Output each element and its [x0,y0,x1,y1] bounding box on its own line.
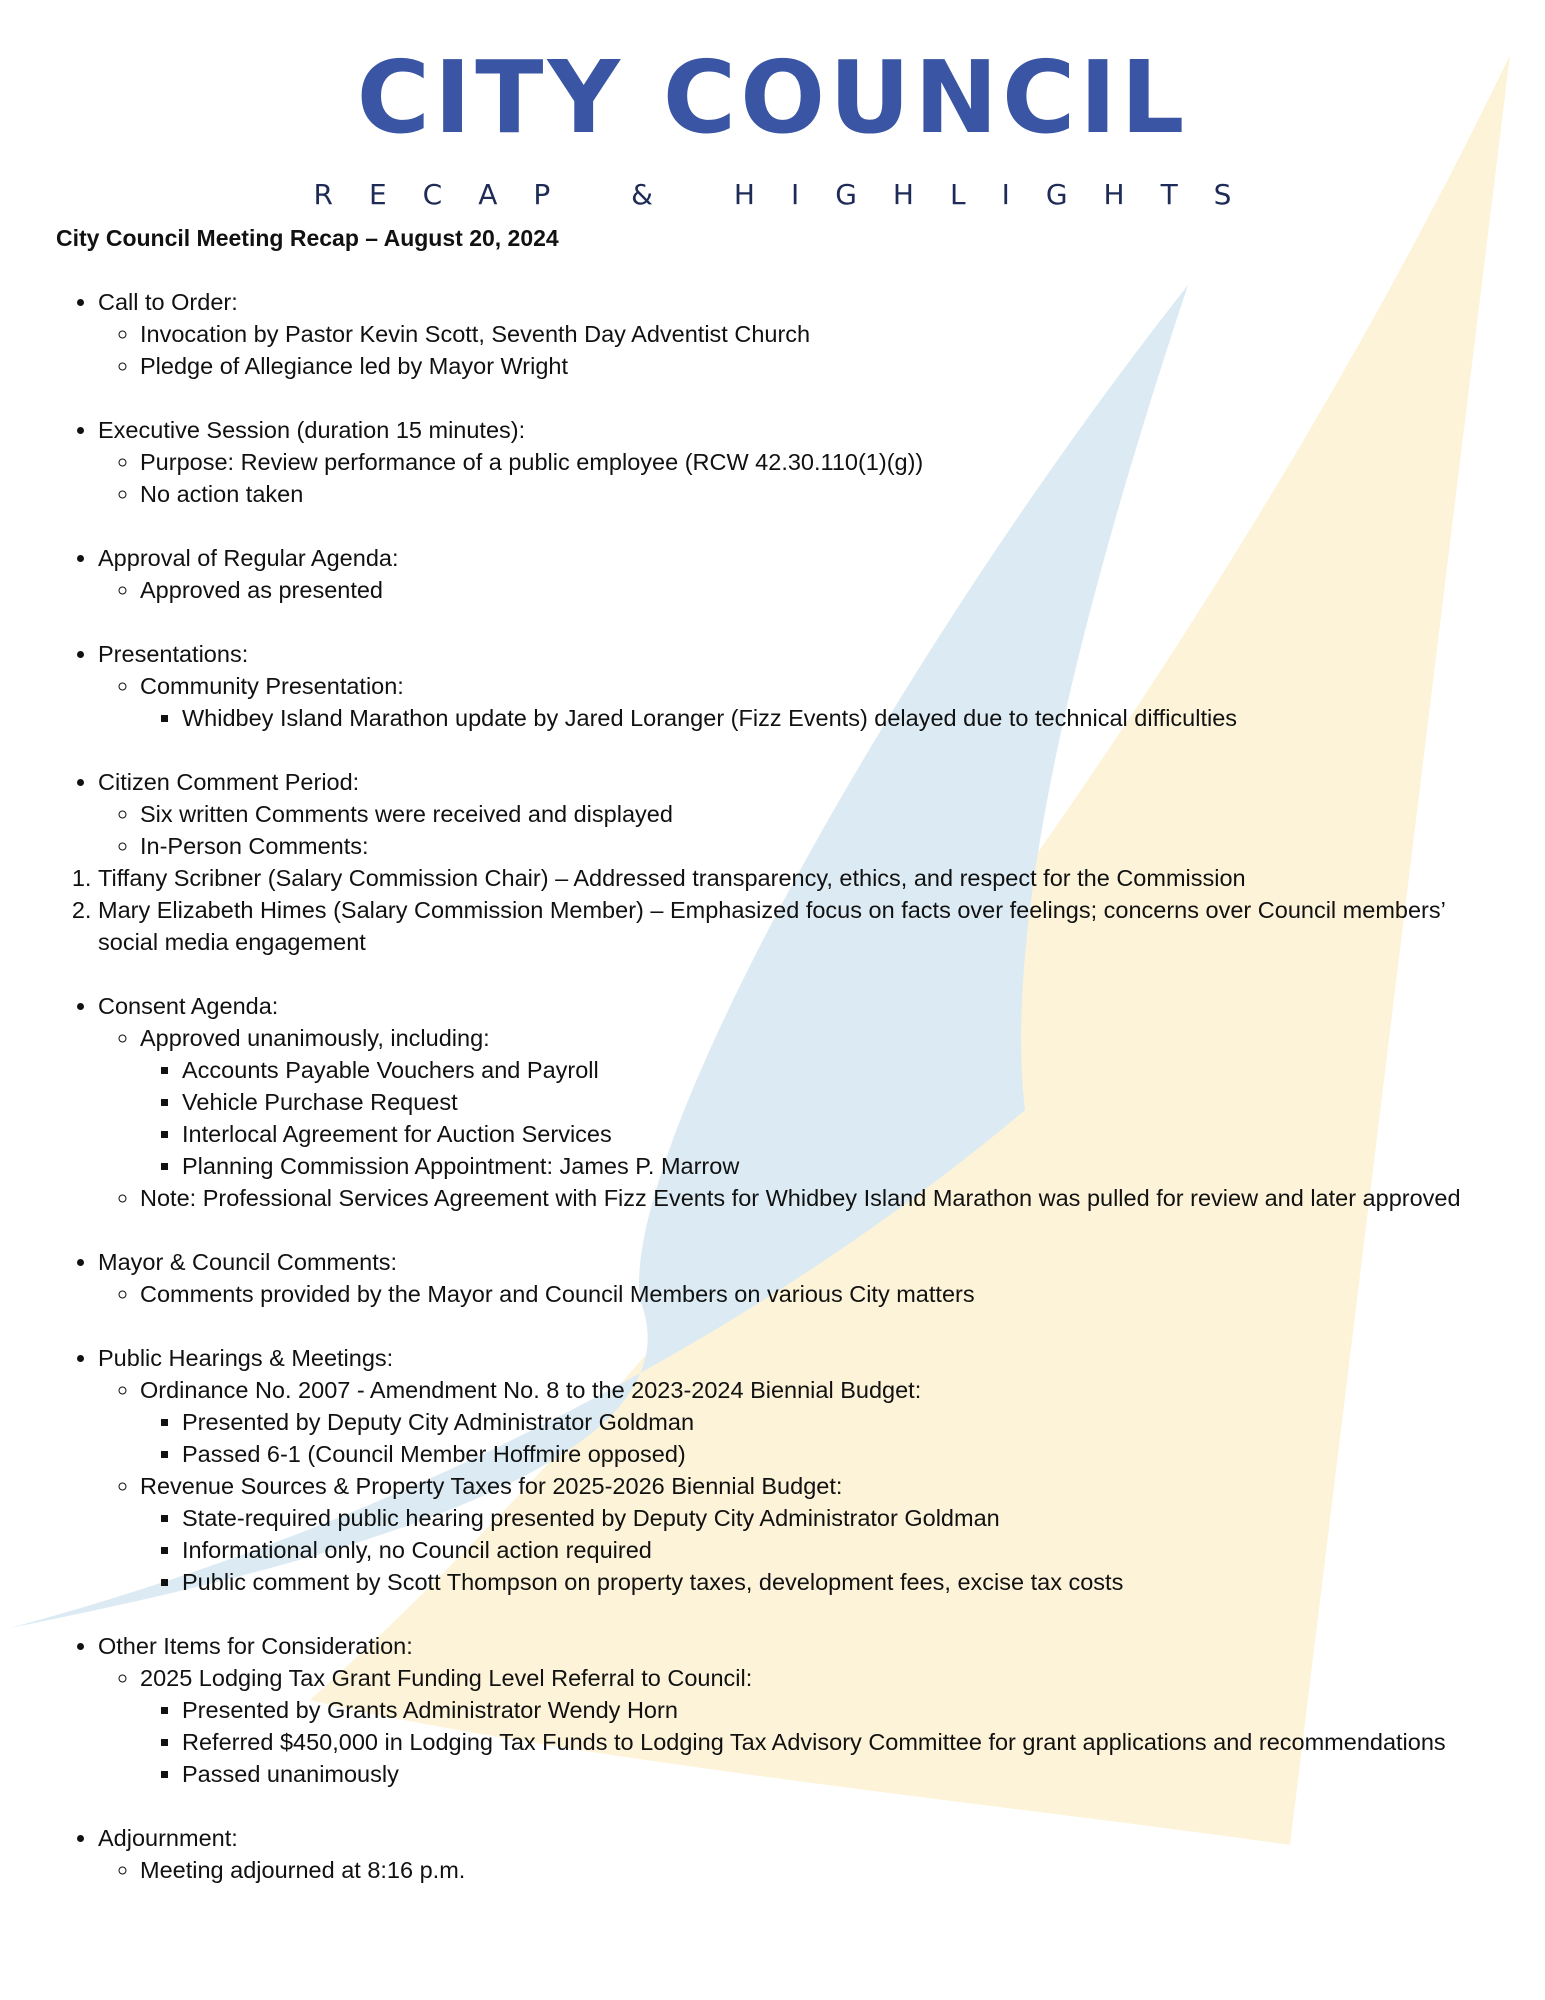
section-label: Mayor & Council Comments: [98,1249,398,1275]
list-item: ◦ Six written Comments were received and displayed [140,798,1496,830]
section-adjournment [56,1822,1496,1886]
sub-label: Approved unanimously, including: [140,1025,490,1051]
list-item [98,830,1496,958]
list-item: ◦ Comments provided by the Mayor and Council Members on various City matters [140,1278,1496,1310]
list-item: ▪ Presented by Grants Administrator Wendy Horn [182,1694,1496,1726]
section-mayor-council [56,1246,1496,1310]
section-citizen-comment [56,766,1496,958]
list-item [140,670,1496,734]
list-item: ◦ No action taken [140,478,1496,510]
list-item: ▪ Accounts Payable Vouchers and Payroll [182,1054,1496,1086]
list-item [98,286,1496,382]
list-item: ◦ Purpose: Review performance of a public employee (RCW 42.30.110(1)(g)) [140,446,1496,478]
list-item: ◦ Invocation by Pastor Kevin Scott, Seventh Day Adventist Church [140,318,1496,350]
sub-label: Ordinance No. 2007 - Amendment No. 8 to the 2023-2024 Biennial Budget: [140,1377,922,1403]
list-item: ▪ Passed 6-1 (Council Member Hoffmire opposed) [182,1438,1496,1470]
list-item: ◦ Meeting adjourned at 8:16 p.m. [140,1854,1496,1886]
section-call-to-order [56,286,1496,382]
list-item [98,542,1496,606]
section-executive-session [56,414,1496,510]
list-item: 2. Mary Elizabeth Himes (Salary Commission Member) – Emphasized focus on facts over feelings; concerns over Council members’ social media engagement [98,894,1496,958]
list-item: ◦ Pledge of Allegiance led by Mayor Wright [140,350,1496,382]
section-label: Adjournment: [98,1825,238,1851]
list-item [140,1470,1496,1598]
page-subtitle: RECAP & HIGHLIGHTS [313,178,1268,211]
list-item [98,1630,1496,1790]
page-title: CITY COUNCIL [356,39,1189,156]
page-header [0,39,1545,211]
list-item [98,414,1496,510]
list-item [98,638,1496,734]
section-label: Other Items for Consideration: [98,1633,413,1659]
list-item: ▪ State-required public hearing presented by Deputy City Administrator Goldman [182,1502,1496,1534]
list-item [140,1662,1496,1790]
recap-heading: City Council Meeting Recap – August 20, 2024 [56,225,559,251]
list-item [140,1374,1496,1470]
meeting-recap [56,222,1496,1918]
list-item: ▪ Interlocal Agreement for Auction Services [182,1118,1496,1150]
list-item: ◦ Approved as presented [140,574,1496,606]
section-public-hearings [56,1342,1496,1598]
list-item: ▪ Whidbey Island Marathon update by Jared Loranger (Fizz Events) delayed due to technical difficulties [182,702,1496,734]
list-item [98,1246,1496,1310]
list-item [98,1822,1496,1886]
list-item: ◦ Note: Professional Services Agreement with Fizz Events for Whidbey Island Marathon was pulled for review and later approved [140,1182,1496,1214]
section-label: Public Hearings & Meetings: [98,1345,394,1371]
section-label: Presentations: [98,641,249,667]
section-label: Citizen Comment Period: [98,769,360,795]
list-item: ▪ Informational only, no Council action required [182,1534,1496,1566]
section-label: Executive Session (duration 15 minutes): [98,417,526,443]
section-approval-agenda [56,542,1496,606]
list-item: ▪ Vehicle Purchase Request [182,1086,1496,1118]
sub-label: In-Person Comments: [140,833,369,859]
list-item: ▪ Presented by Deputy City Administrator Goldman [182,1406,1496,1438]
list-item [140,1022,1496,1182]
sub-label: Community Presentation: [140,673,404,699]
sub-label: 2025 Lodging Tax Grant Funding Level Referral to Council: [140,1665,753,1691]
list-item: ▪ Public comment by Scott Thompson on property taxes, development fees, excise tax costs [182,1566,1496,1598]
list-item: ▪ Referred $450,000 in Lodging Tax Funds to Lodging Tax Advisory Committee for grant applications and recommendations [182,1726,1496,1758]
section-consent-agenda [56,990,1496,1214]
section-label: Approval of Regular Agenda: [98,545,399,571]
list-item: 1. Tiffany Scribner (Salary Commission Chair) – Addressed transparency, ethics, and respect for the Commission [98,862,1496,894]
section-presentations [56,638,1496,734]
list-item: ▪ Planning Commission Appointment: James P. Marrow [182,1150,1496,1182]
list-item: ▪ Passed unanimously [182,1758,1496,1790]
list-item [98,766,1496,958]
section-other-items [56,1630,1496,1790]
sub-label: Revenue Sources & Property Taxes for 2025-2026 Biennial Budget: [140,1473,843,1499]
section-label: Call to Order: [98,289,238,315]
list-item [98,990,1496,1214]
section-label: Consent Agenda: [98,993,279,1019]
list-item [98,1342,1496,1598]
